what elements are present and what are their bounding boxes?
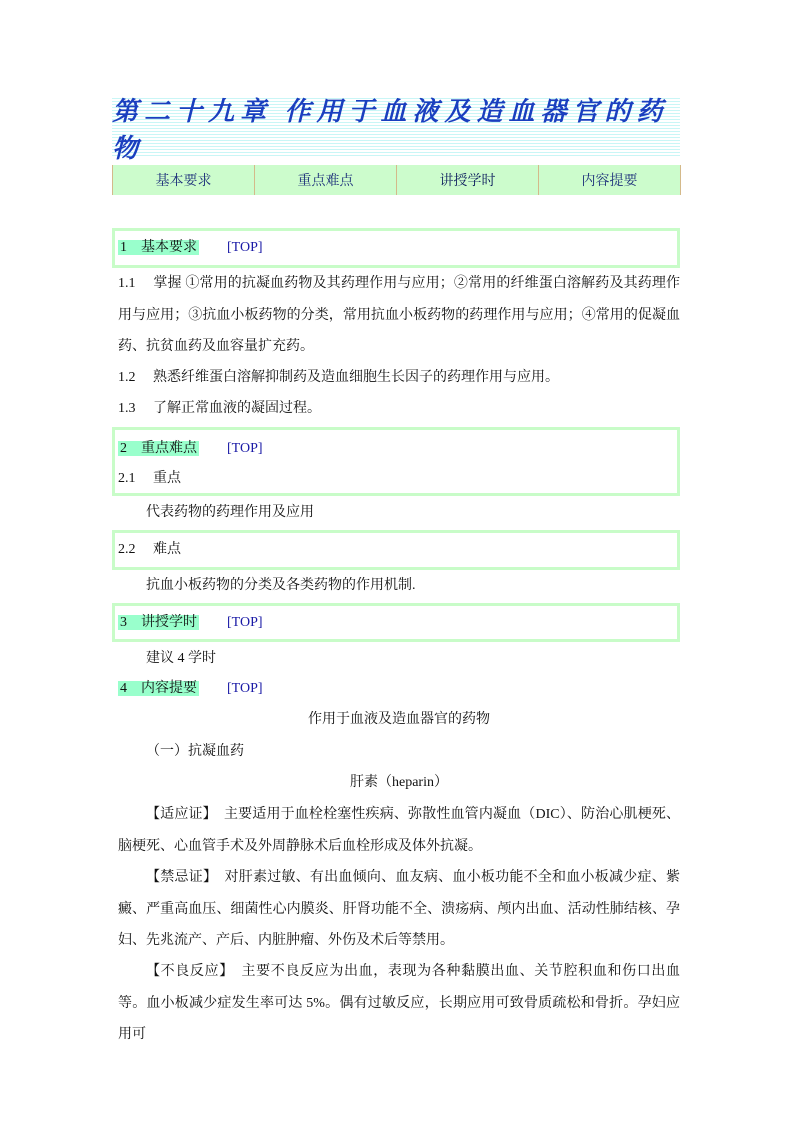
section-3-title: 3 讲授学时 — [120, 615, 197, 630]
chapter-title: 第二十九章 作用于血液及造血器官的药物 — [112, 97, 669, 163]
top-link[interactable]: [TOP] — [227, 615, 263, 630]
paragraph-1-1: 1.1 掌握 ①常用的抗凝血药物及其药理作用与应用；②常用的纤维蛋白溶解药及其药理作用与应用；③抗血小板药物的分类，常用抗血小板药物的药理作用与应用；④常用的促凝血药、抗贫血药及血容量扩充药。 — [118, 276, 680, 354]
nav-content-summary[interactable]: 内容提要 — [539, 165, 681, 195]
drug-name: 肝素（heparin） — [350, 775, 448, 790]
nav-basic-requirements[interactable]: 基本要求 — [113, 165, 255, 195]
teaching-hours-text: 建议 4 学时 — [146, 651, 216, 666]
adverse-reactions-text: 主要不良反应为出血，表现为各种黏膜出血、关节腔积血和伤口出血等。血小板减少症发生率可达 5%。偶有过敏反应，长期应用可致骨质疏松和骨折。孕妇应用可 — [118, 964, 681, 1042]
top-link[interactable]: [TOP] — [227, 681, 263, 696]
subsection-2-2: 2.2 难点 — [118, 542, 181, 557]
section-2-title: 2 重点难点 — [120, 441, 197, 456]
section-3-header — [112, 603, 680, 642]
section-4-title: 4 内容提要 — [120, 681, 197, 696]
key-points-text: 代表药物的药理作用及应用 — [146, 505, 314, 520]
contraindications-label: 【禁忌证】 — [146, 870, 211, 885]
paragraph-1-3: 1.3 了解正常血液的凝固过程。 — [118, 401, 321, 416]
nav-teaching-hours[interactable]: 讲授学时 — [397, 165, 539, 195]
paragraph-1-2: 1.2 熟悉纤维蛋白溶解抑制药及造血细胞生长因子的药理作用与应用。 — [118, 370, 559, 385]
adverse-reactions-paragraph — [118, 956, 680, 1051]
section-1-header — [112, 228, 680, 268]
adverse-reactions-label: 【不良反应】 — [146, 964, 227, 979]
difficulties-text: 抗血小板药物的分类及各类药物的作用机制. — [146, 578, 416, 593]
contraindications-paragraph — [118, 862, 680, 957]
top-link[interactable]: [TOP] — [227, 240, 263, 255]
section-nav — [112, 165, 681, 195]
indications-text: 主要适用于血栓栓塞性疾病、弥散性血管内凝血（DIC）、防治心肌梗死、脑梗死、心血管手术及外周静脉术后血栓形成及体外抗凝。 — [118, 807, 681, 854]
subsection-2-2-box — [112, 530, 680, 570]
contraindications-text: 对肝素过敏、有出血倾向、血友病、血小板功能不全和血小板减少症、紫癜、严重高血压、细菌性心内膜炎、肝肾功能不全、溃疡病、颅内出血、活动性肺结核、孕妇、先兆流产、产后、内脏肿瘤、外伤及术后等禁用。 — [118, 870, 681, 948]
content-title: 作用于血液及造血器官的药物 — [308, 712, 490, 727]
section-1-title: 1 基本要求 — [120, 240, 197, 255]
chapter-title-banner — [112, 97, 680, 163]
subsection-2-1: 2.1 重点 — [118, 471, 181, 486]
section-4-header — [118, 673, 680, 705]
indications-paragraph — [118, 799, 680, 862]
section-2-header — [112, 427, 680, 496]
top-link[interactable]: [TOP] — [227, 441, 263, 456]
part-1-heading: （一）抗凝血药 — [146, 744, 244, 759]
nav-key-points[interactable]: 重点难点 — [255, 165, 397, 195]
indications-label: 【适应证】 — [146, 807, 210, 822]
